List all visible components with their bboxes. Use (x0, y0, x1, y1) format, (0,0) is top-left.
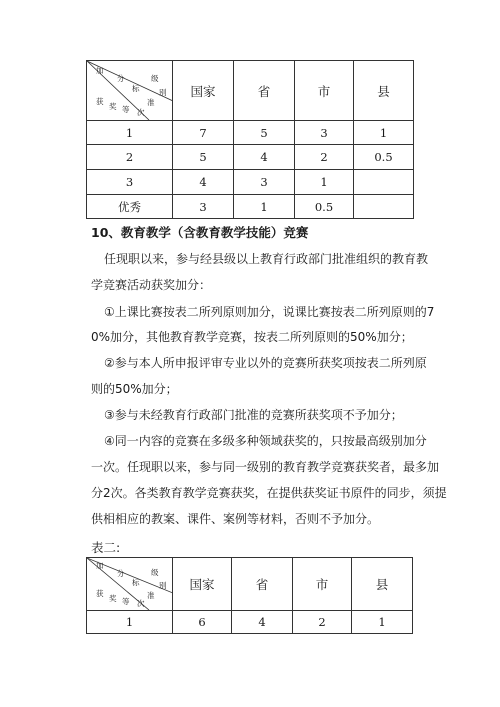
points-cell: 0.5 (295, 195, 354, 219)
points-cell: 6 (173, 611, 232, 634)
points-cell: 5 (173, 145, 234, 170)
points-cell: 1 (295, 170, 354, 195)
diag-word: 别 (159, 581, 167, 590)
points-cell: 1 (354, 121, 414, 145)
table2-caption: 表二: (91, 540, 121, 555)
rank-cell: 优秀 (87, 195, 173, 219)
diag-word: 等 (122, 597, 130, 606)
level-header: 省 (234, 61, 295, 121)
table2-header-row (87, 558, 413, 611)
paragraph-line: 一次。任现职以来，参与同一级别的教育教学竞赛获奖者，最多加 (91, 460, 440, 474)
diag-word: 奖 (109, 102, 117, 111)
diag-word: 次 (137, 108, 145, 117)
level-header: 市 (293, 558, 352, 611)
paragraph-line: ②参与本人所申报评审专业以外的竞赛所获奖项按表二所列原 (104, 356, 427, 370)
diag-word: 级 (151, 74, 159, 83)
points-cell: 2 (295, 145, 354, 170)
level-header: 省 (232, 558, 293, 611)
diag-word: 准 (147, 98, 155, 107)
diag-word: 标 (132, 578, 140, 587)
rank-cell: 3 (87, 170, 173, 195)
diagonal-header-cell (87, 61, 173, 121)
rank-cell: 1 (87, 121, 173, 145)
points-cell: 3 (173, 195, 234, 219)
table-row (87, 170, 414, 195)
table1-header-row (87, 61, 414, 121)
table-row (87, 121, 414, 145)
paragraph-line: 则的50%加分； (91, 382, 178, 396)
diag-word: 获 (96, 97, 104, 106)
table-row (87, 145, 414, 170)
diag-word: 获 (96, 589, 104, 598)
diag-word: 级 (151, 568, 159, 577)
level-header: 县 (352, 558, 413, 611)
award-points-table-1 (86, 60, 414, 219)
points-cell: 4 (234, 145, 295, 170)
level-header: 市 (295, 61, 354, 121)
diagonal-header-cell (87, 558, 173, 611)
diag-word: 准 (147, 591, 155, 600)
points-cell: 3 (234, 170, 295, 195)
diag-word: 等 (122, 105, 130, 114)
rank-cell: 1 (87, 611, 173, 634)
paragraph-line: 任现职以来，参与经县级以上教育行政部门批准组织的教育教 (104, 252, 429, 266)
rank-cell: 2 (87, 145, 173, 170)
points-cell: 4 (232, 611, 293, 634)
diag-word: 分 (117, 74, 125, 83)
points-cell: 4 (173, 170, 234, 195)
diag-word: 次 (137, 599, 145, 608)
diag-word: 加 (96, 561, 104, 570)
level-header: 国家 (173, 61, 234, 121)
table-row (87, 195, 414, 219)
points-cell: 5 (234, 121, 295, 145)
points-cell: 0.5 (354, 145, 414, 170)
points-cell: 2 (293, 611, 352, 634)
diag-word: 分 (117, 569, 125, 578)
section-heading: 10、教育教学（含教育教学技能）竞赛 (91, 225, 309, 240)
diag-word: 别 (159, 88, 167, 97)
level-header: 县 (354, 61, 414, 121)
paragraph-line: ①上课比赛按表二所列原则加分，说课比赛按表二所列原则的7 (104, 305, 435, 319)
level-header: 国家 (173, 558, 232, 611)
points-cell (354, 195, 414, 219)
diag-word: 奖 (109, 594, 117, 603)
points-cell: 3 (295, 121, 354, 145)
points-cell: 7 (173, 121, 234, 145)
points-cell (354, 170, 414, 195)
diag-word: 加 (96, 66, 104, 75)
paragraph-line: ④同一内容的竞赛在多级多种领域获奖的，只按最高级别加分 (104, 434, 427, 448)
award-points-table-2 (86, 557, 413, 634)
paragraph-line: ③参与未经教育行政部门批准的竞赛所获奖项不予加分； (104, 408, 403, 422)
paragraph-line: 学竞赛活动获奖加分： (91, 278, 212, 292)
points-cell: 1 (352, 611, 413, 634)
points-cell: 1 (234, 195, 295, 219)
paragraph-line: 分2次。各类教育教学竞赛获奖，在提供获奖证书原件的同步，须提 (91, 486, 447, 500)
paragraph-line: 0%加分，其他教育教学竞赛，按表二所列原则的50%加分； (91, 330, 413, 344)
paragraph-line: 供相相应的教案、课件、案例等材料，否则不予加分。 (91, 512, 380, 526)
table-row (87, 611, 413, 634)
diag-word: 标 (132, 84, 140, 93)
